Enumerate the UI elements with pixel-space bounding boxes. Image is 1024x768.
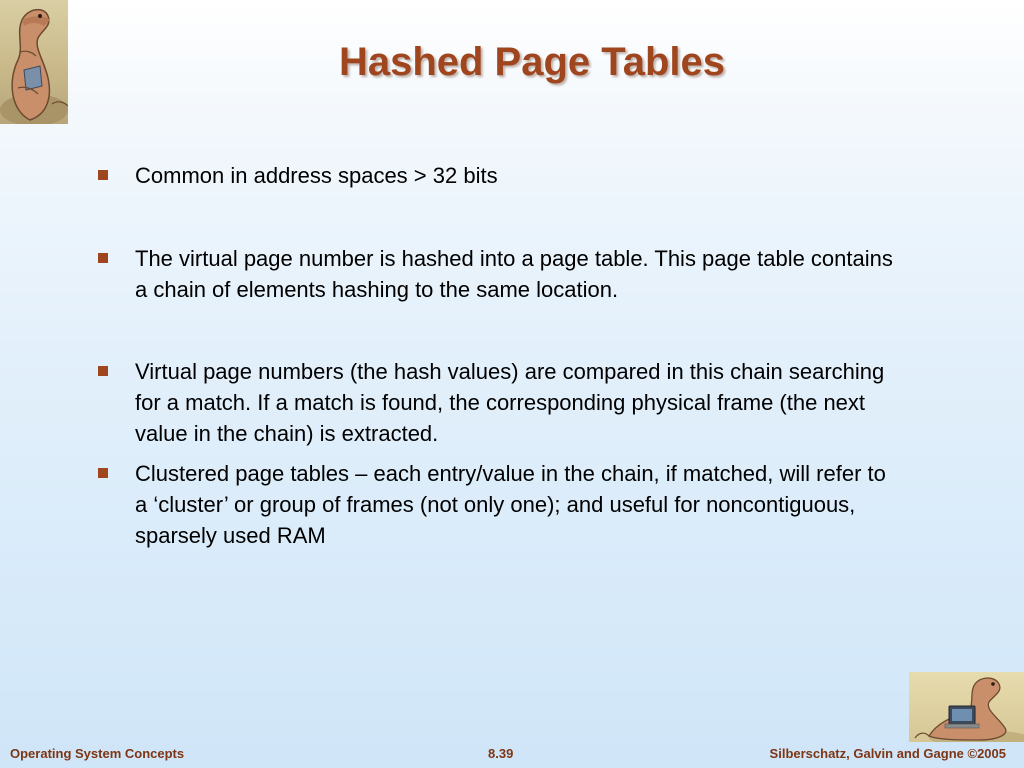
bullet-item — [98, 458, 898, 551]
footer-slide-number: 8.39 — [488, 746, 514, 761]
bullet-item — [98, 160, 898, 191]
square-bullet-icon — [98, 366, 108, 376]
bullet-item — [98, 243, 898, 305]
square-bullet-icon — [98, 170, 108, 180]
bullet-list — [98, 160, 898, 551]
bullet-text: Clustered page tables – each entry/value in the chain, if matched, will refer to a ‘cluster’ or group of frames (not only one); and useful for noncontiguous, sparsely used RAM — [135, 461, 886, 548]
dinosaur-laptop-icon — [909, 672, 1024, 742]
bullet-text: The virtual page number is hashed into a page table. This page table contains a chain of elements hashing to the same location. — [135, 246, 893, 302]
bullet-text: Common in address spaces > 32 bits — [135, 163, 498, 188]
bullet-item — [98, 356, 898, 449]
footer-authors: Silberschatz, Galvin and Gagne ©2005 — [769, 746, 1006, 761]
bullet-text: Virtual page numbers (the hash values) are compared in this chain searching for a match. If a match is found, the corresponding physical frame (the next value in the chain) is extracted. — [135, 359, 885, 446]
square-bullet-icon — [98, 253, 108, 263]
square-bullet-icon — [98, 468, 108, 478]
page-title: Hashed Page Tables — [338, 40, 726, 84]
footer-course-title: Operating System Concepts — [10, 746, 185, 761]
